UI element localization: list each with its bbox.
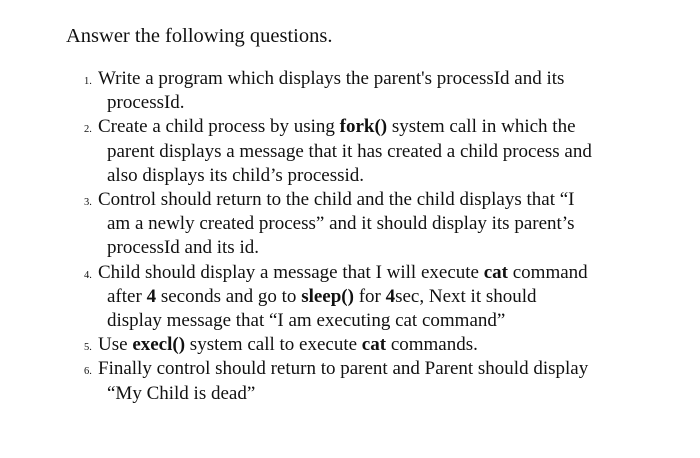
question-number: 3. xyxy=(84,197,92,209)
text-segment: after xyxy=(107,285,147,307)
question-line xyxy=(98,212,684,236)
text-segment: system call in which the xyxy=(387,116,576,138)
question-item xyxy=(84,357,684,405)
text-segment: processId and its id. xyxy=(107,237,259,259)
question-number: 4. xyxy=(84,269,92,281)
question-text xyxy=(98,333,684,357)
question-text xyxy=(98,115,684,188)
text-segment: Use xyxy=(98,334,133,356)
text-segment: display message that “I am executing cat command” xyxy=(107,310,506,332)
question-text xyxy=(98,357,684,405)
page-heading: Answer the following questions. xyxy=(66,25,333,47)
text-segment: for xyxy=(353,285,386,307)
question-number: 1. xyxy=(84,76,92,87)
text-segment: “My Child is dead” xyxy=(107,382,256,404)
question-line xyxy=(98,91,684,115)
text-segment: processId. xyxy=(107,92,185,114)
question-item xyxy=(84,67,684,115)
text-segment: commands. xyxy=(386,334,478,356)
text-segment: Finally control should return to parent and Parent should display xyxy=(98,358,589,380)
bold-term: sleep() xyxy=(301,285,354,307)
question-text xyxy=(98,188,684,261)
text-segment: system call to execute xyxy=(185,334,362,356)
question-text xyxy=(98,261,684,334)
question-line xyxy=(98,261,684,285)
question-line xyxy=(98,236,684,260)
question-item xyxy=(84,115,684,188)
question-line xyxy=(98,357,684,381)
text-segment: Write a program which displays the parent's processId and its xyxy=(98,68,565,89)
question-item xyxy=(84,261,684,334)
question-line xyxy=(98,382,684,406)
question-text xyxy=(98,67,684,115)
question-line xyxy=(98,164,684,188)
text-segment: Control should return to the child and the child displays that “I xyxy=(98,189,575,211)
bold-term: cat xyxy=(483,261,508,283)
bold-term: cat xyxy=(361,334,387,356)
bold-term: fork() xyxy=(339,116,388,138)
question-line xyxy=(98,67,684,91)
text-segment: parent displays a message that it has created a child process and xyxy=(107,140,592,162)
question-line xyxy=(98,140,684,164)
text-segment: also displays its child’s processid. xyxy=(107,164,365,186)
text-segment: command xyxy=(508,261,588,283)
question-line xyxy=(98,285,684,309)
question-line xyxy=(98,333,684,357)
question-number: 6. xyxy=(84,366,92,378)
text-segment: seconds and go to xyxy=(156,285,302,307)
text-segment: am a newly created process” and it should display its parent’s xyxy=(107,213,575,235)
question-item xyxy=(84,188,684,261)
text-segment: Create a child process by using xyxy=(98,116,340,138)
question-number: 2. xyxy=(84,124,92,136)
question-line xyxy=(98,188,684,212)
question-list xyxy=(84,67,684,406)
question-line xyxy=(98,115,684,139)
question-line xyxy=(98,309,684,333)
bold-term: 4 xyxy=(146,285,157,307)
text-segment: Child should display a message that I will execute xyxy=(98,261,484,283)
bold-term: execl() xyxy=(132,334,186,356)
question-number: 5. xyxy=(84,342,92,354)
question-item xyxy=(84,333,684,357)
text-segment: sec, Next it should xyxy=(395,285,537,307)
bold-term: 4 xyxy=(385,285,396,307)
